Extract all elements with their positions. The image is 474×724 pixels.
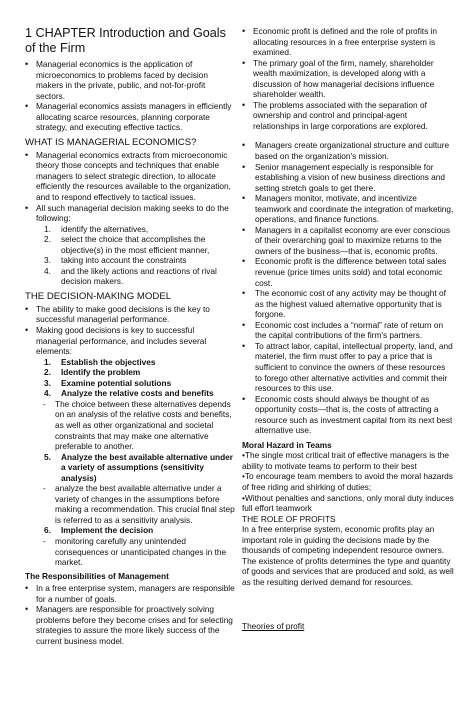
model-step bbox=[25, 378, 235, 389]
managers-list bbox=[242, 140, 454, 435]
goals-list bbox=[242, 26, 454, 131]
step-number: 2. bbox=[44, 367, 51, 378]
step-text: Examine potential solutions bbox=[61, 377, 172, 388]
what-step bbox=[25, 266, 235, 287]
moral-line: •The single most critical trait of effective managers is the ability to motivate teams to perform to their best bbox=[242, 450, 450, 471]
moral-line: •To encourage team members to avoid the moral hazards of free riding and shirking of duties; bbox=[242, 471, 453, 492]
step-number: 3. bbox=[44, 377, 51, 388]
spacer bbox=[242, 131, 454, 140]
intro-bullet: • Managerial economics assists managers in efficiently allocating scarce resources, planning corporate strategy, and executing effective tactics. bbox=[25, 101, 235, 133]
goal-bullet: • The problems associated with the separation of ownership and control and principal-agent relationships in large corporations are explored. bbox=[242, 100, 454, 132]
profits-paragraph: The existence of profits determines the type and quantity of goods and services that are produced and sold, as well as the resulting derived demand for resources. bbox=[242, 555, 454, 587]
step-text: Analyze the relative costs and benefits bbox=[61, 388, 214, 399]
manager-bullet: • Senior management especially is responsible for establishing a vision of new business directions and setting stretch goals to get there. bbox=[242, 162, 454, 194]
step-number: 1. bbox=[44, 223, 51, 234]
step-text: Analyze the best available alternative under a variety of assumptions (sensitivity analysis) bbox=[61, 451, 233, 483]
step-text: Implement the decision bbox=[61, 525, 154, 536]
model-bullet: • Making good decisions is key to successful managerial performance, and includes several elements: bbox=[25, 325, 235, 357]
section-heading-model: THE DECISION-MAKING MODEL bbox=[25, 290, 172, 302]
step-number: 1. bbox=[44, 356, 51, 367]
model-step bbox=[25, 452, 235, 484]
step-text: and the likely actions and reactions of rival decision makers. bbox=[61, 265, 217, 287]
responsibilities-list bbox=[25, 583, 235, 646]
manager-bullet: • To attract labor, capital, intellectual property, land, and materiel, the firm must offer to pay a price that is sufficient to convince the owners of these resources to forego other alternative activities and commit their resources to this use. bbox=[242, 341, 454, 394]
step-number: 2. bbox=[44, 234, 51, 245]
step-text: Identify the problem bbox=[61, 367, 141, 378]
manager-bullet: • Economic cost includes a “normal” rate of return on the capital contributions of the firm's partners. bbox=[242, 320, 454, 341]
section-heading-role-of-profits: THE ROLE OF PROFITS bbox=[242, 513, 336, 524]
responsibility-bullet: • Managers are responsible for proactively solving problems before they become crises and for selecting strategies to assure the more likely success of the current business model. bbox=[25, 604, 235, 646]
right-column bbox=[242, 26, 454, 632]
manager-bullet: • Managers create organizational structure and culture based on the organization's mission. bbox=[242, 140, 454, 161]
goal-bullet: • Economic profit is defined and the role of profits in allocating resources in a free enterprise system is examined. bbox=[242, 26, 454, 58]
what-step bbox=[25, 234, 235, 255]
intro-bullet: • Managerial economics is the application of microeconomics to problems faced by decision makers in the private, public, and not-for-profit sectors. bbox=[25, 59, 235, 101]
manager-bullet: • Managers monitor, motivate, and incentivize teamwork and coordinate the integration of marketing, operations, and finance functions. bbox=[242, 193, 454, 225]
step-number: 5. bbox=[44, 451, 51, 462]
section-heading-what: WHAT IS MANAGERIAL ECONOMICS? bbox=[25, 136, 197, 148]
manager-bullet: • Economic profit is the difference between total sales revenue (price times units sold) and total economic cost. bbox=[242, 256, 454, 288]
model-steps bbox=[25, 357, 235, 568]
goal-bullet: • The primary goal of the firm, namely, shareholder wealth maximization, is developed along with a discussion of how managerial decisions influence shareholder wealth. bbox=[242, 58, 454, 100]
step-text: Establish the objectives bbox=[61, 356, 156, 367]
model-step-detail: - analyze the best available alternative under a variety of changes in the assumptions before making a recommendation. This crucial final step is referred to as a sensitivity analysis. bbox=[25, 483, 235, 525]
step-number: 4. bbox=[44, 265, 51, 276]
what-bullet: • Managerial economics extracts from microeconomic theory those concepts and techniques that enable managers to select strategic direction, to allocate efficiently the resources available to the organization, and to respond effectively to tactical issues. bbox=[25, 150, 235, 203]
model-step bbox=[25, 367, 235, 378]
model-list bbox=[25, 304, 235, 357]
step-text: identify the alternatives, bbox=[61, 223, 149, 234]
model-bullet: • The ability to make good decisions is the key to successful managerial performance. bbox=[25, 304, 235, 325]
moral-line: •Without penalties and sanctions, only moral duty induces full effort teamwork bbox=[242, 492, 454, 514]
responsibility-bullet: • In a free enterprise system, managers are responsible for a number of goals. bbox=[25, 583, 235, 604]
manager-bullet: • Managers in a capitalist economy are ever conscious of their overarching goal to maximize returns to the owners of the business—that is, economic profits. bbox=[242, 225, 454, 257]
model-step bbox=[25, 357, 235, 368]
what-step bbox=[25, 255, 235, 266]
profits-paragraph: In a free enterprise system, economic profits play an important role in guiding the decisions made by the thousands of competing independent resource owners. bbox=[242, 524, 445, 556]
step-text: select the choice that accomplishes the objective(s) in the most efficient manner, bbox=[61, 234, 210, 255]
what-bullet: • All such managerial decision making seeks to do the following: bbox=[25, 203, 235, 224]
left-column bbox=[25, 26, 235, 646]
manager-bullet: • Economic costs should always be thought of as opportunity costs—that is, the costs of attracting a resource such as investment capital from its next best alternative use. bbox=[242, 394, 454, 436]
step-number: 3. bbox=[44, 255, 51, 266]
what-list bbox=[25, 150, 235, 224]
step-text: taking into account the constraints bbox=[61, 255, 187, 266]
model-step bbox=[25, 388, 235, 399]
what-step bbox=[25, 224, 235, 235]
model-step bbox=[25, 525, 235, 536]
step-number: 6. bbox=[44, 525, 51, 536]
intro-list bbox=[25, 59, 235, 133]
step-number: 4. bbox=[44, 388, 51, 399]
manager-bullet: • The economic cost of any activity may be thought of as the highest valued alternative opportunity that is forgone. bbox=[242, 288, 454, 320]
theories-of-profit-heading: Theories of profit bbox=[242, 621, 305, 632]
chapter-title: 1 CHAPTER Introduction and Goals of the Firm bbox=[25, 26, 226, 55]
what-steps bbox=[25, 224, 235, 287]
section-heading-moral-hazard: Moral Hazard in Teams bbox=[242, 439, 332, 450]
model-step-detail: - The choice between these alternatives depends on an analysis of the relative costs and benefits, as well as other organizational and societal constraints that may make one alternative preferable to another. bbox=[25, 399, 235, 452]
model-step-detail: - monitoring carefully any unintended consequences or unanticipated changes in the market. bbox=[25, 536, 235, 568]
section-heading-responsibilities: The Responsibilities of Management bbox=[25, 570, 169, 581]
